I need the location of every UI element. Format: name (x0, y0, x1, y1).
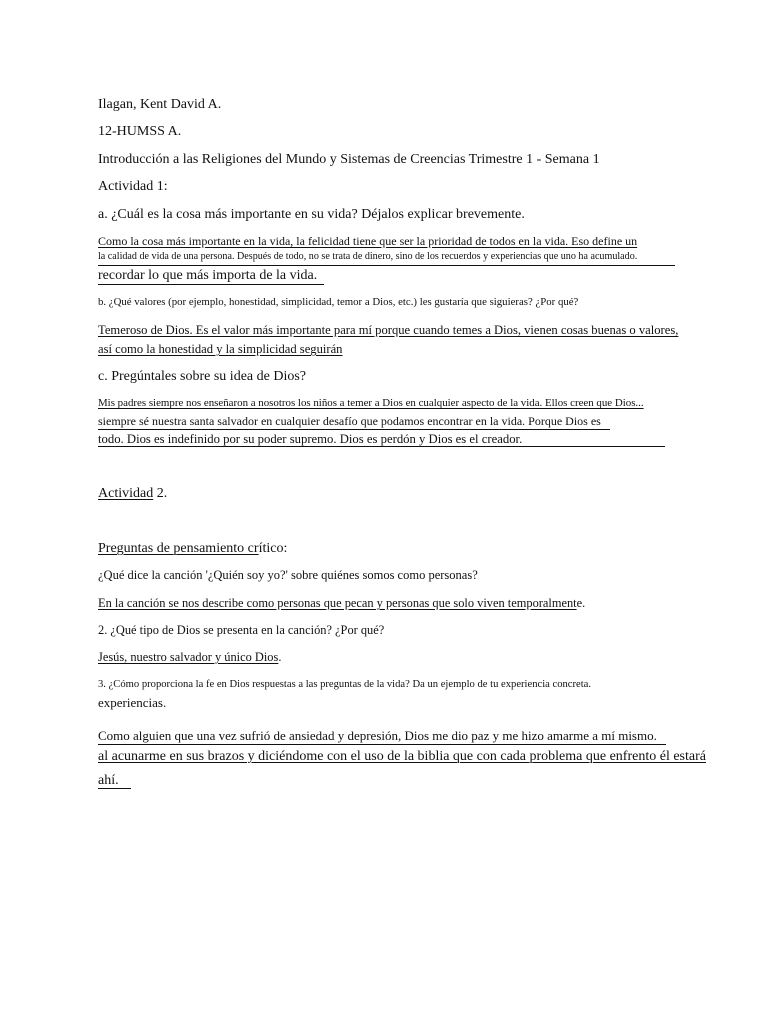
activity-1-title: Actividad 1: (98, 179, 168, 194)
question-c: c. Pregúntales sobre su idea de Dios? (98, 369, 306, 384)
student-section: 12-HUMSS A. (98, 124, 182, 139)
answer-a-line-2: la calidad de vida de una persona. Después de todo, no se trata de dinero, sino de los recuerdos y experiencias que uno ha acumulado. (98, 251, 638, 262)
answer-2-2 (98, 651, 281, 663)
answer-c-line-3-underline (98, 446, 665, 447)
answer-2-3-line-3: ahí. (98, 773, 119, 788)
question-b: b. ¿Qué valores (por ejemplo, honestidad, simplicidad, temor a Dios, etc.) les gustaría que siguieras? ¿Por qué? (98, 296, 579, 308)
answer-a-line-3: recordar lo que más importa de la vida. (98, 268, 318, 283)
question-2-3: 3. ¿Cómo proporciona la fe en Dios respuestas a las preguntas de la vida? Da un ejemplo de tu experiencia concreta. (98, 679, 592, 690)
answer-2-1-rest: e. (576, 596, 586, 610)
question-2-1: ¿Qué dice la canción '¿Quién soy yo?' sobre quiénes somos como personas? (98, 568, 478, 582)
student-name: Ilagan, Kent David A. (98, 97, 222, 112)
course-title: Introducción a las Religiones del Mundo y Sistemas de Creencias Trimestre 1 - Semana 1 (98, 152, 600, 167)
answer-2-2-underlined: Jesús, nuestro salvador y único Dios (98, 650, 279, 664)
answer-b-line-2: así como la honestidad y la simplicidad seguirán (98, 342, 343, 356)
activity-2-subtitle-underlined: Preguntas de pensamiento cr (98, 541, 259, 556)
activity-2-subtitle (98, 542, 287, 556)
answer-2-2-rest: . (278, 650, 282, 664)
activity-2-title-rest: 2. (153, 486, 168, 501)
answer-2-3-line-1: Como alguien que una vez sufrió de ansiedad y depresión, Dios me dio paz y me hizo amarme a mí mismo. (98, 728, 657, 743)
answer-c-line-2-underline (98, 429, 610, 430)
question-a: a. ¿Cuál es la cosa más importante en su vida? Déjalos explicar brevemente. (98, 207, 525, 222)
answer-2-1-underlined: En la canción se nos describe como personas que pecan y personas que solo viven temporalment (98, 596, 577, 610)
answer-a-line-3-underline (98, 284, 324, 285)
answer-2-3-line-1-underline (98, 744, 666, 745)
answer-2-1 (98, 597, 585, 609)
activity-2-subtitle-rest: ítico: (258, 541, 288, 556)
answer-a-line-2-underline (98, 265, 675, 266)
answer-2-3-line-2: al acunarme en sus brazos y diciéndome con el uso de la biblia que con cada problema que enfrento él estará (98, 749, 706, 764)
answer-c-line-2: siempre sé nuestra santa salvador en cualquier desafío que podamos encontrar en la vida. Porque Dios es (98, 414, 601, 428)
answer-2-3-line-3-underline (98, 788, 131, 789)
answer-c-line-3: todo. Dios es indefinido por su poder supremo. Dios es perdón y Dios es el creador. (98, 432, 523, 446)
answer-a-line-1: Como la cosa más importante en la vida, la felicidad tiene que ser la prioridad de todos en la vida. Eso define un (98, 234, 638, 248)
answer-b-line-1: Temeroso de Dios. Es el valor más importante para mí porque cuando temes a Dios, vienen cosas buenas o valores, (98, 323, 679, 337)
activity-2-title-underlined: Actividad (98, 486, 154, 501)
question-2-3-continuation: experiencias. (98, 695, 167, 710)
question-2-2: 2. ¿Qué tipo de Dios se presenta en la canción? ¿Por qué? (98, 623, 385, 637)
answer-c-line-1: Mis padres siempre nos enseñaron a nosotros los niños a temer a Dios en cualquier aspecto de la vida. Ellos creen que Dios... (98, 397, 644, 409)
activity-2-title (98, 487, 167, 501)
